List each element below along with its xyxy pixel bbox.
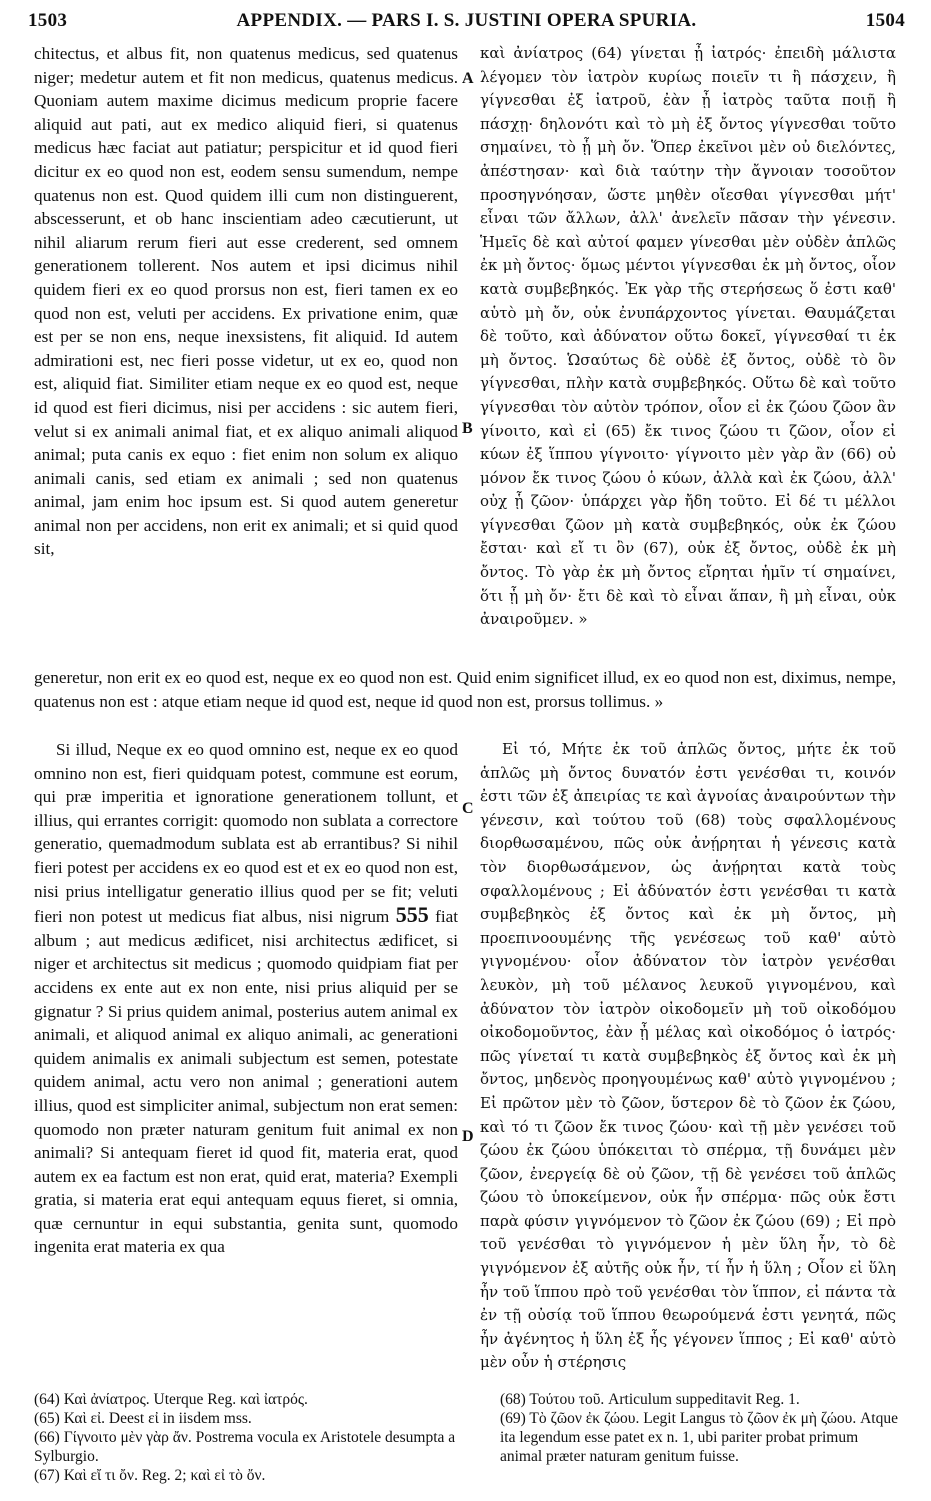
running-header <box>28 10 905 40</box>
latin-text-a: Si illud, Neque ex eo quod omnino est, neque ex eo quod omnino non est, fieri quidquam potest, commune est eorum, qui præ imperitia et ignoratione generationem tollunt, et illius, qui errantes corrigit: quomodo non sublata a correctore generatio, quemadmodum sublata est ab errantibus? Si nihil fieri potest per accidens ex eo quod est et ex eo quod non est, nisi prius intelligatur generatio illius quod per se fit; veluti fieri non potest ut medicus fiat albus, nisi nigrum <box>34 740 458 927</box>
marginal-page-number: 555 <box>395 902 429 928</box>
footnote: (65) Καὶ εἰ. Deest εἰ in iisdem mss. <box>34 1410 252 1427</box>
footnotes-right <box>500 1390 900 1466</box>
latin-column-top <box>34 42 458 662</box>
greek-column-top <box>480 42 896 662</box>
section-marker-a: A <box>462 70 474 87</box>
page-number-left: 1503 <box>28 10 68 31</box>
latin-paragraph-2 <box>34 738 458 1259</box>
latin-text-b: fiat album ; aut medicus ædificet, nisi architectus ædificet, si niger et architectus sit medicus ; quomodo quidpiam fiat per accidens ex ente aut ex non ente, nisi prius aliquid per se gignatur ? Si prius quidem animal, posterius autem animal ex animali, et aliquod animal ex aliquo animali, ac generationi quidem animalis ex animali subjectum est semen, potestate quidem animal, actu vero non animal ; generationi autem illius, quod est simpliciter animal, subjectum non erat semen: quomodo non præter naturam genitum fuit animal ex non animali? Si antequam fieret id quod fit, materia erat, quod autem ex ea factum est non erat, quid erat, materia? Exempli gratia, si materia erat equi antequam equus fieret, si omnia, quæ cernuntur in equi substantia, genita sunt, quomodo ingenita erat materia ex qua <box>34 907 459 1257</box>
greek-column-bottom <box>480 738 896 1370</box>
full-width-line <box>34 666 896 713</box>
footnote: (68) Τούτου τοῦ. Articulum suppeditavit Reg. 1. <box>500 1391 800 1408</box>
latin-column-bottom <box>34 738 458 1370</box>
greek-paragraph-2: Εἰ τό, Μήτε ἐκ τοῦ ἁπλῶς ὄντος, μήτε ἐκ τοῦ ἁπλῶς μὴ ὄντος δυνατόν ἐστι γενέσθαι τι, κοινόν ἐστι τῶν ἐξ ἀπειρίας τε καὶ ἀγνοίας ἀναιρούντων τὴν γένεσιν, καὶ τούτου τοῦ (68) τοὺς σφαλλομένους διορθωσαμένου, πῶς οὐκ ἀνῄρηται ἡ γένεσις κατὰ τὸν διορθωσάμενον, ὡς ἀνῄρηται κατὰ τοὺς σφαλλομένους ; Εἰ ἀδύνατόν ἐστι γενέσθαι τι κατὰ συμβεβηκὸς ἐξ ὄντος καὶ ἐκ μὴ ὄντος, μὴ προεπινοουμένης τῆς γενέσεως τοῦ καθ' αὑτὸ γιγνομένου· οἷον ἀδύνατον τὸν ἰατρὸν γενέσθαι λευκὸν, μὴ τοῦ μέλανος λευκοῦ γιγνομένου, καὶ ἀδύνατον τὸν ἰατρὸν οἰκοδομεῖν μὴ τοῦ οἰκοδόμου οἰκοδομοῦντος, ἐὰν ᾖ μέλας καὶ οἰκοδόμος ὁ ἰατρός· πῶς γίνεταί τι κατὰ συμβεβηκὸς ἐξ ὄντος καὶ ἐκ μὴ ὄντος, μηδενὸς προηγουμένως καθ' αὑτὸ γιγνομένου ; Εἰ πρῶτον μὲν τὸ ζῶον, ὕστερον δὲ τὸ ζῶον ἐκ ζώου, καὶ τό τι ζῶον ἔκ τινος ζώου· καὶ τῇ μὲν γενέσει τοῦ ζώου ἐκ ζώου ὑπόκειται τὸ σπέρμα, τῇ δυνάμει μὲν ζῶον, ἐνεργείᾳ δὲ οὐ ζῶον, τῇ δὲ γενέσει τοῦ ἁπλῶς ζώου τὸ ὑποκείμενον, οὐκ ἦν σπέρμα· πῶς οὐκ ἔστι παρὰ φύσιν γιγνόμενον τὸ ζῶον ἐκ ζώου (69) ; Εἰ πρὸ τοῦ γενέσθαι τὸ γιγνόμενον ἡ μὲν ὕλη ἦν, τὸ δὲ γιγνόμενον ἐξ αὐτῆς οὐκ ἦν, τί ἦν ἡ ὕλη ; Οἷον εἰ ὕλη ἦν τοῦ ἵππου πρὸ τοῦ γενέσθαι τὸν ἵππον, εἰ πάντα τὰ ἐν τῇ οὐσίᾳ τοῦ ἵππου θεωρούμενά ἐστι γενητά, πῶς ἦν ἀγένητος ἡ ὕλη ἐξ ἧς γέγονεν ἵππος ; Εἰ καθ' αὑτὸ μὲν οὖν ἡ στέρησις <box>480 740 896 1372</box>
footnotes-left <box>34 1390 474 1485</box>
footnote: (67) Καὶ εἴ τι ὄν. Reg. 2; καὶ εἰ τὸ ὄν. <box>34 1467 266 1484</box>
latin-paragraph: chitectus, et albus fit, non quatenus medicus, sed quatenus niger; medetur autem et fit non medicus, quatenus medicus. Quoniam autem maxime dicimus medicum proprie facere aliquid aut pati, aut ex medico aliquid fieri, si quatenus medicus hæc faciat aut patiatur; perspicitur et id quod fieri dicitur ex eo quod non est, eodem sensu sumendum, nempe quatenus non est. Quod quidem illi cum non distinguerent, abscesserunt, et ob hanc inscientiam adeo cæcutierunt, ut nihil aliarum rerum fieri aut esse crederent, sed omnem generationem tollerent. Nos autem et ipsi dicimus nihil quidem fieri ex eo quod prorsus non est, fieri tamen ex eo quod non est, veluti per accidens. Ex privatione enim, quæ est per se non ens, neque inexsistens, fit aliquid. Id autem admirationi est, nec fieri posse videtur, ut ex eo, quod non est, aliquid fiat. Similiter etiam neque ex eo quod est, neque id quod est fieri dicimus, nisi per accidens : sic autem fieri, velut si ex animali animal fiat, et ex aliquo animali aliquod animal; puta canis ex equo : fiet enim non solum ex aliquo animali canis, sed etiam ex animali ; sed non quatenus animal, jam enim hoc ipsum est. Si quod autem generetur animal non per accidens, non erit ex animali; et si quid quod sit, <box>34 44 458 559</box>
page-number-right: 1504 <box>865 10 905 31</box>
section-marker-d: D <box>462 1128 474 1145</box>
footnote: (66) Γίγνοιτο μὲν γὰρ ἄν. Postrema vocula ex Aristotele desumpta a Sylburgio. <box>34 1429 456 1465</box>
full-width-paragraph: generetur, non erit ex eo quod est, neque ex eo quod non est. Quid enim significet illud, ex eo quod non est, diximus, nempe, quatenus non est : atque etiam neque id quod est, neque id quod non est, prorsus tollimus. » <box>34 668 896 711</box>
greek-paragraph: καὶ ἀνίατρος (64) γίνεται ᾖ ἰατρός· ἐπειδὴ μάλιστα λέγομεν τὸν ἰατρὸν κυρίως ποιεῖν τι ἢ πάσχειν, ἢ γίγνεσθαι ἐξ ἰατροῦ, ἐὰν ᾖ ἰατρὸς ταῦτα ποιῇ ἢ πάσχῃ· δηλονότι καὶ τὸ μὴ ἐξ ὄντος γίγνεσθαι τοῦτο σημαίνει, τὸ ᾗ μὴ ὄν. Ὅπερ ἐκεῖνοι μὲν οὐ διελόντες, ἀπέστησαν· καὶ διὰ ταύτην τὴν ἄγνοιαν τοσοῦτον προσηγνόησαν, ὥστε μηθὲν οἴεσθαι γίγνεσθαι μήτ' εἶναι τῶν ἄλλων, ἀλλ' ἀνελεῖν πᾶσαν τὴν γένεσιν. Ἡμεῖς δὲ καὶ αὐτοί φαμεν γίνεσθαι μὲν οὐδὲν ἁπλῶς ἐκ μὴ ὄντος· ὅμως μέντοι γίγνεσθαι ἐκ μὴ ὄντος, οἷον κατὰ συμβεβηκός. Ἐκ γὰρ τῆς στερήσεως ὅ ἐστι καθ' αὑτὸ μὴ ὄν, οὐκ ἐνυπάρχοντος γίνεται. Θαυμάζεται δὲ τοῦτο, καὶ ἀδύνατον οὕτω δοκεῖ, γίγνεσθαί τι ἐκ μὴ ὄντος. Ὡσαύτως δὲ οὐδὲ ἐξ ὄντος, οὐδὲ τὸ ὂν γίγνεσθαι, πλὴν κατὰ συμβεβηκός. Οὕτω δὲ καὶ τοῦτο γίγνεσθαι τὸν αὐτὸν τρόπον, οἷον εἰ ἐκ ζώου ζῶον ἂν γίνοιτο, καὶ εἰ (65) ἔκ τινος ζώου τι ζῶον, οἷον εἰ κύων ἐξ ἵππου γίγνοιτο· γίγνοιτο μὲν γὰρ ἂν (66) οὐ μόνον ἔκ τινος ζώου ὁ κύων, ἀλλὰ καὶ ἐκ ζώου, ἀλλ' οὐχ ᾗ ζῶον· ὑπάρχει γὰρ ἤδη τοῦτο. Εἰ δέ τι μέλλοι γίγνεσθαι ζῶον μὴ κατὰ συμβεβηκός, οὐκ ἐκ ζώου ἔσται· καὶ εἴ τι ὂν (67), οὐκ ἐξ ὄντος, οὐδὲ ἐκ μὴ ὄντος. Τὸ γὰρ ἐκ μὴ ὄντος εἴρηται ἡμῖν τί σημαίνει, ὅτι ᾗ μὴ ὄν· ἔτι δὲ καὶ τὸ εἶναι ἅπαν, ἢ μὴ εἶναι, οὐκ ἀναιροῦμεν. » <box>480 44 896 629</box>
section-marker-c: C <box>462 800 474 817</box>
footnote: (69) Τὸ ζῶον ἐκ ζώου. Legit Langus τὸ ζῶον ἐκ μὴ ζώου. Atque ita legendum esse patet ex n. 1, ubi pariter probat primum animal præter naturam genitum fuisse. <box>500 1410 898 1465</box>
running-title: APPENDIX. — PARS I. S. JUSTINI OPERA SPURIA. <box>236 10 697 31</box>
section-marker-b: B <box>462 420 473 437</box>
footnote: (64) Καὶ ἀνίατρος. Uterque Reg. καὶ ἰατρός. <box>34 1391 308 1408</box>
